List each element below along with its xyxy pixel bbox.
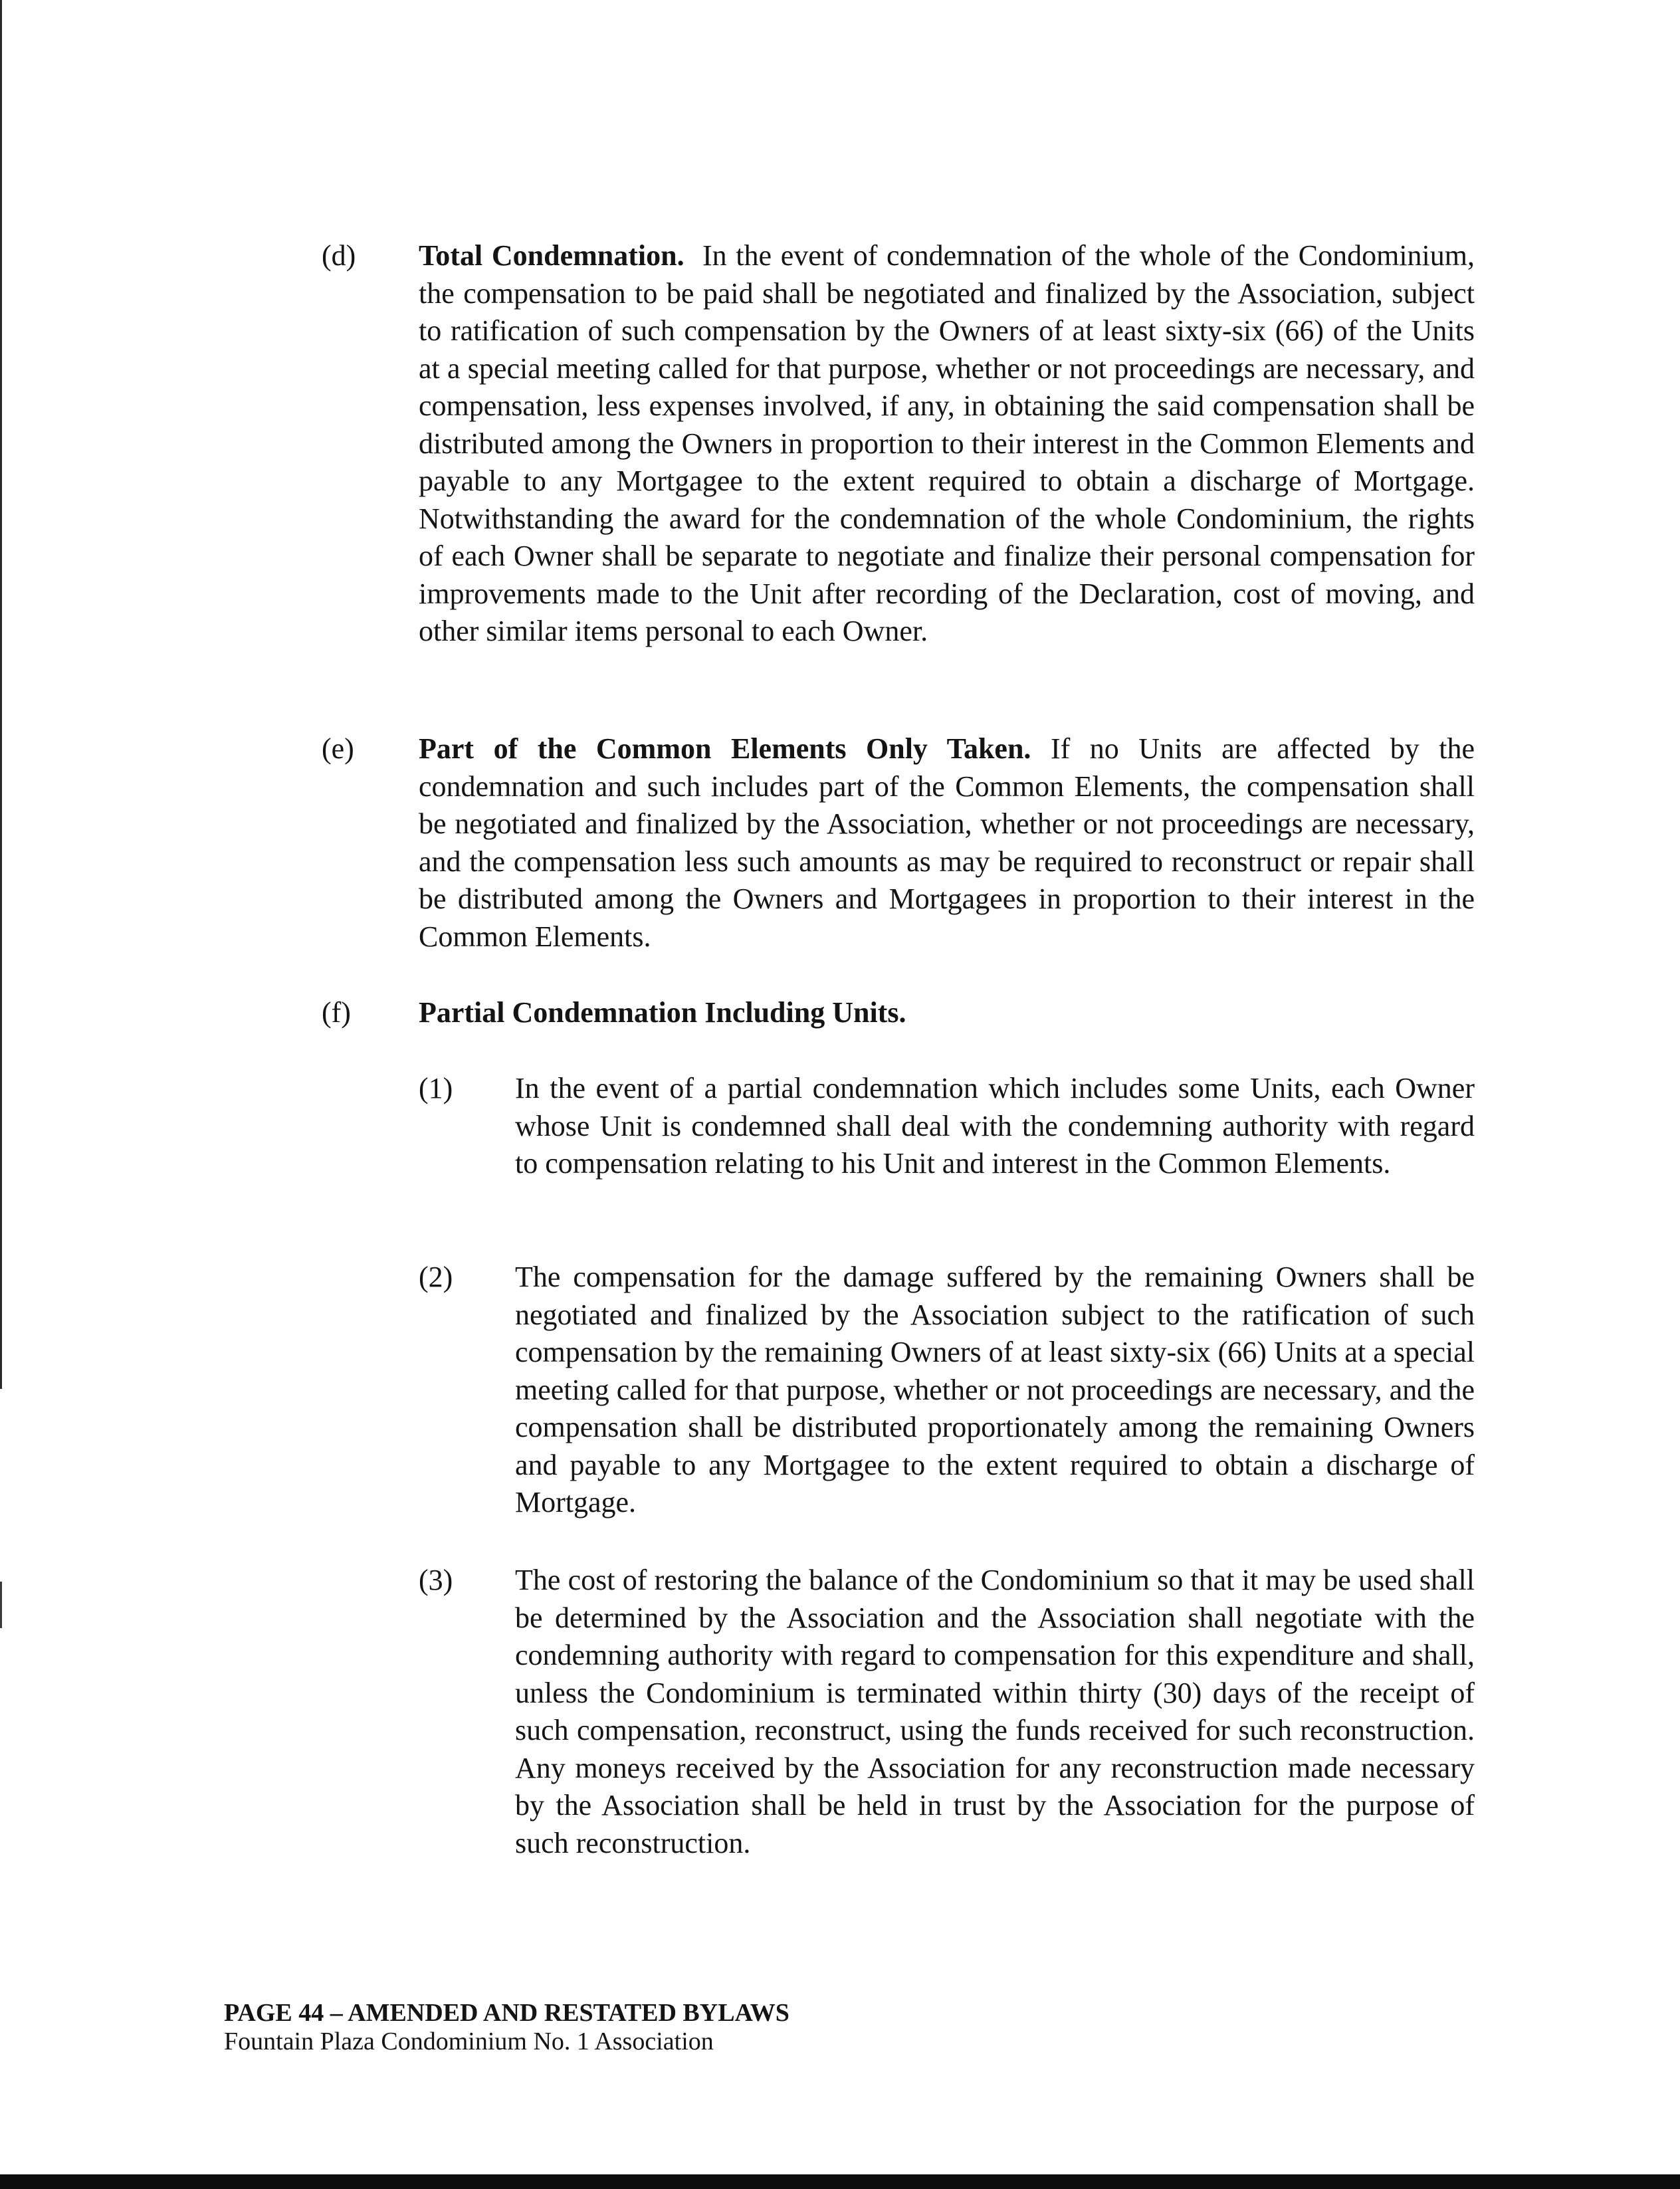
scan-left-edge xyxy=(0,0,2,1389)
subsection-3-marker: (3) xyxy=(419,1564,453,1596)
scan-edge-mark xyxy=(0,1582,2,1628)
section-e xyxy=(322,730,1475,956)
subsection-2-marker: (2) xyxy=(419,1261,453,1293)
section-f-marker: (f) xyxy=(322,996,351,1029)
section-d-body: In the event of condemnation of the whole of the Condominium, the compensation to be paid shall be negotiated and finalized by the Association, subject to ratification of such compensation by the Owners of at least sixty-six (66) of the Units at a special meeting called for that purpose, whether or not proceedings are necessary, and compensation, less expenses involved, if any, in obtaining the said compensation shall be distributed among the Owners in proportion to their interest in the Common Elements and payable to any Mortgagee to the extent required to obtain a discharge of Mortgage. Notwithstanding the award for the condemnation of the whole Condominium, the rights of each Owner shall be separate to negotiate and finalize their personal compensation for improvements made to the Unit after recording of the Declaration, cost of moving, and other similar items personal to each Owner. xyxy=(419,239,1475,647)
subsection-2 xyxy=(419,1259,1475,1522)
section-f-text xyxy=(419,994,1475,1032)
section-e-heading: Part of the Common Elements Only Taken. xyxy=(419,732,1031,765)
section-d xyxy=(322,237,1475,651)
section-d-text xyxy=(419,237,1475,651)
section-f xyxy=(322,994,1475,1032)
section-e-marker: (e) xyxy=(322,732,354,765)
section-e-body: If no Units are affected by the condemnation and such includes part of the Common Elements, the compensation shall be negotiated and finalized by the Association, whether or not proceedings are necessary, and the compensation less such amounts as may be required to reconstruct or repair shall be distributed among the Owners and Mortgagees in proportion to their interest in the Common Elements. xyxy=(419,732,1475,953)
footer-title: PAGE 44 – AMENDED AND RESTATED BYLAWS xyxy=(224,1999,789,2027)
section-d-marker: (d) xyxy=(322,239,356,272)
subsection-1-body: In the event of a partial condemnation which includes some Units, each Owner whose Unit is condemned shall deal with the condemning authority with regard to compensation relating to his Unit and interest in the Common Elements. xyxy=(515,1072,1475,1180)
section-d-heading: Total Condemnation. xyxy=(419,239,684,272)
scan-bottom-edge xyxy=(0,2174,1680,2189)
page-footer xyxy=(224,1999,789,2056)
subsection-1 xyxy=(419,1070,1475,1183)
subsection-3-body: The cost of restoring the balance of the Condominium so that it may be used shall be determined by the Association and the Association shall negotiate with the condemning authority with regard to compensation for this expenditure and shall, unless the Condominium is terminated within thirty (30) days of the receipt of such compensation, reconstruct, using the funds received for such reconstruction. Any moneys received by the Association for any reconstruction made necessary by the Association shall be held in trust by the Association for the purpose of such reconstruction. xyxy=(515,1564,1475,1859)
subsection-1-marker: (1) xyxy=(419,1072,453,1104)
section-f-heading: Partial Condemnation Including Units. xyxy=(419,996,906,1029)
subsection-3 xyxy=(419,1562,1475,1862)
subsection-2-body: The compensation for the damage suffered by the remaining Owners shall be negotiated and finalized by the Association subject to the ratification of such compensation by the remaining Owners of at least sixty-six (66) Units at a special meeting called for that purpose, whether or not proceedings are necessary, and the compensation shall be distributed proportionately among the remaining Owners and payable to any Mortgagee to the extent required to obtain a discharge of Mortgage. xyxy=(515,1261,1475,1518)
footer-subtitle: Fountain Plaza Condominium No. 1 Association xyxy=(224,2028,714,2055)
section-e-text xyxy=(419,730,1475,956)
